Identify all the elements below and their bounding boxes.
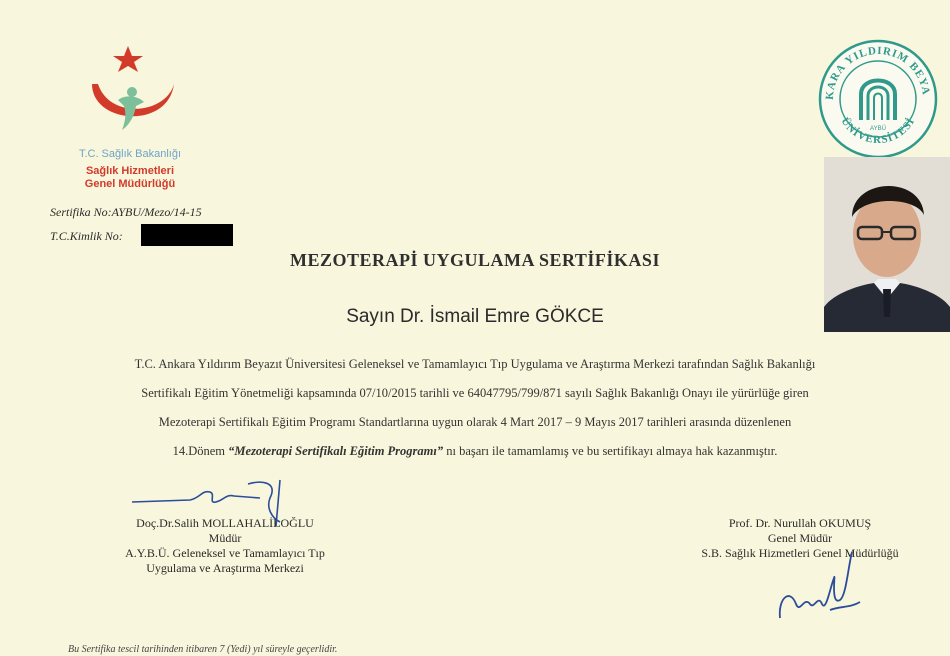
body-line-4 [60,437,890,466]
signatory-left-name: Doç.Dr.Salih MOLLAHALİLOĞLU [136,516,314,530]
signatory-left-org1: A.Y.B.Ü. Geleneksel ve Tamamlayıcı Tıp [125,546,325,560]
seal-center-text: AYBÜ [870,126,886,132]
star-icon [113,46,143,72]
body-line-2: Sertifikalı Eğitim Yönetmeliği kapsamında 07/10/2015 tarihli ve 64047795/799/871 sayılı Sağlık Bakanlığı Onayı ile yürürlüğe giren [141,386,809,400]
signature-right [770,548,870,622]
signatory-left [80,516,370,576]
certificate-number: Sertifika No:AYBU/Mezo/14-15 [50,205,202,219]
signatory-left-role: Müdür [208,531,242,545]
body-line-1: T.C. Ankara Yıldırım Beyazıt Üniversitesi Geleneksel ve Tamamlayıcı Tıp Uygulama ve Araştırma Merkezi tarafından Sağlık Bakanlığı [134,357,816,371]
department-line2: Genel Müdürlüğü [84,178,176,190]
body-line-4-prefix: 14.Dönem [172,444,229,458]
tc-id-label: T.C.Kimlik No: [50,229,123,243]
seal-text-top: KARA YILDIRIM BEYA [823,44,932,101]
signatory-right-org: S.B. Sağlık Hizmetleri Genel Müdürlüğü [701,546,899,560]
program-name: “Mezoterapi Sertifikalı Eğitim Programı” [228,444,444,458]
university-seal [817,38,939,160]
ministry-department [50,165,210,191]
redaction-bar [141,224,233,246]
certificate-title: MEZOTERAPİ UYGULAMA SERTİFİKASI [290,250,660,270]
signatory-left-org2: Uygulama ve Araştırma Merkezi [146,561,304,575]
body-line-4-suffix: nı başarı ile tamamlamış ve bu sertifikayı almaya hak kazanmıştır. [443,444,778,458]
validity-note: Bu Sertifika tescil tarihinden itibaren 7 (Yedi) yıl süreyle geçerlidir. [68,644,338,655]
body-line-3: Mezoterapi Sertifikalı Eğitim Programı Standartlarına uygun olarak 4 Mart 2017 – 9 Mayıs 2017 tarihleri arasında düzenlenen [158,415,792,429]
seal-text-bottom: ÜNİVERSİTESİ [838,115,918,147]
recipient-name: Sayın Dr. İsmail Emre GÖKCE [346,306,604,327]
department-line1: Sağlık Hizmetleri [85,165,175,177]
ministry-name: T.C. Sağlık Bakanlığı [78,148,182,160]
certificate-body [60,350,890,466]
ministry-logo [78,42,188,147]
signatory-right-name: Prof. Dr. Nurullah OKUMUŞ [728,516,872,530]
signatory-right-role: Genel Müdür [767,531,833,545]
